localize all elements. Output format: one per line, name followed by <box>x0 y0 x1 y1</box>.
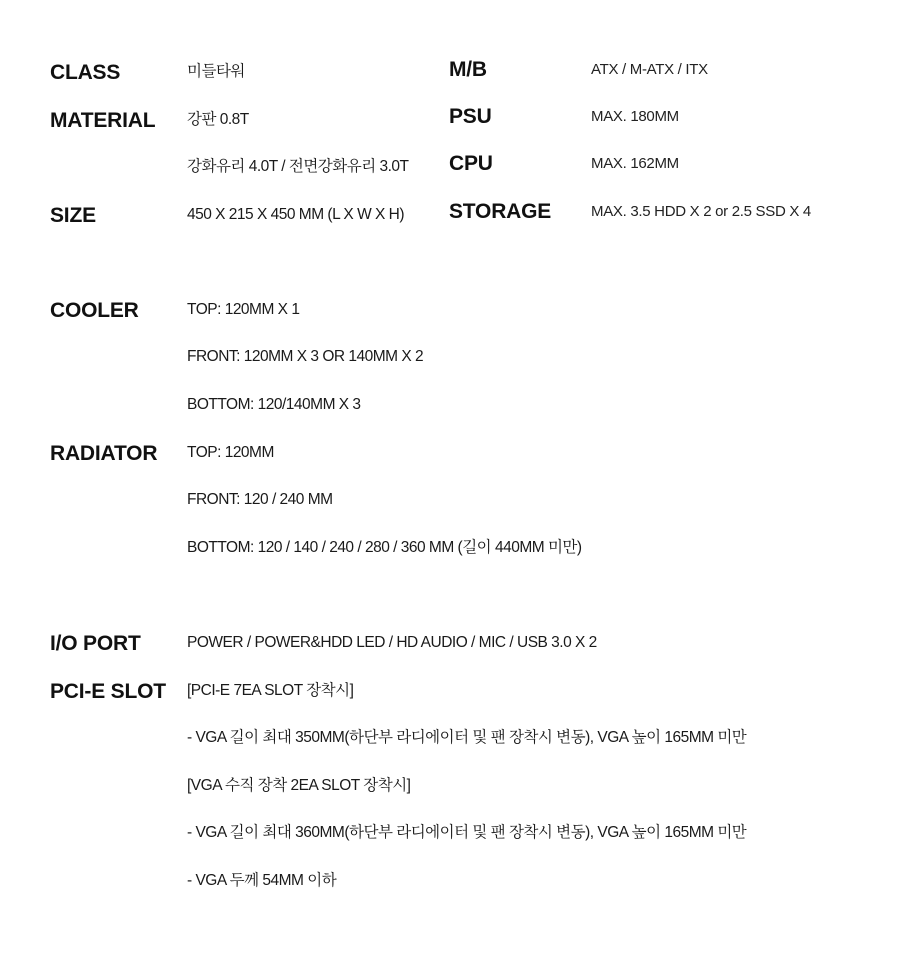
pcie-slot-line-2: - VGA 길이 최대 350MM(하단부 라디에이터 및 팬 장착시 변동), VGA 높이 165MM 미만 <box>187 729 747 746</box>
class-value: 미들타워 <box>187 63 245 80</box>
cpu-value: MAX. 162MM <box>591 155 679 172</box>
psu-value: MAX. 180MM <box>591 108 679 125</box>
material-value-2: 강화유리 4.0T / 전면강화유리 3.0T <box>187 158 409 175</box>
psu-label: PSU <box>449 105 492 128</box>
cooler-bottom: BOTTOM: 120/140MM X 3 <box>187 396 361 413</box>
storage-label: STORAGE <box>449 200 552 223</box>
cooler-label: COOLER <box>50 299 139 322</box>
mb-label: M/B <box>449 58 487 81</box>
radiator-bottom: BOTTOM: 120 / 140 / 240 / 280 / 360 MM (길이 440MM 미만) <box>187 539 582 556</box>
cooler-top: TOP: 120MM X 1 <box>187 301 300 318</box>
radiator-label: RADIATOR <box>50 442 158 465</box>
pcie-slot-line-3: [VGA 수직 장착 2EA SLOT 장착시] <box>187 777 411 794</box>
class-label: CLASS <box>50 61 121 84</box>
pcie-slot-line-1: [PCI-E 7EA SLOT 장착시] <box>187 682 354 699</box>
size-value: 450 X 215 X 450 MM (L X W X H) <box>187 206 405 223</box>
mb-value: ATX / M-ATX / ITX <box>591 61 708 78</box>
size-label: SIZE <box>50 204 96 227</box>
material-label: MATERIAL <box>50 109 156 132</box>
cpu-label: CPU <box>449 152 493 175</box>
io-port-value: POWER / POWER&HDD LED / HD AUDIO / MIC / USB 3.0 X 2 <box>187 634 597 651</box>
radiator-top: TOP: 120MM <box>187 444 274 461</box>
radiator-front: FRONT: 120 / 240 MM <box>187 491 333 508</box>
pcie-slot-line-5: - VGA 두께 54MM 이하 <box>187 872 337 889</box>
pcie-slot-line-4: - VGA 길이 최대 360MM(하단부 라디에이터 및 팬 장착시 변동), VGA 높이 165MM 미만 <box>187 824 747 841</box>
storage-value: MAX. 3.5 HDD X 2 or 2.5 SSD X 4 <box>591 203 811 220</box>
io-port-label: I/O PORT <box>50 632 141 655</box>
cooler-front: FRONT: 120MM X 3 OR 140MM X 2 <box>187 348 424 365</box>
pcie-slot-label: PCI-E SLOT <box>50 680 166 703</box>
material-value-1: 강판 0.8T <box>187 111 249 128</box>
